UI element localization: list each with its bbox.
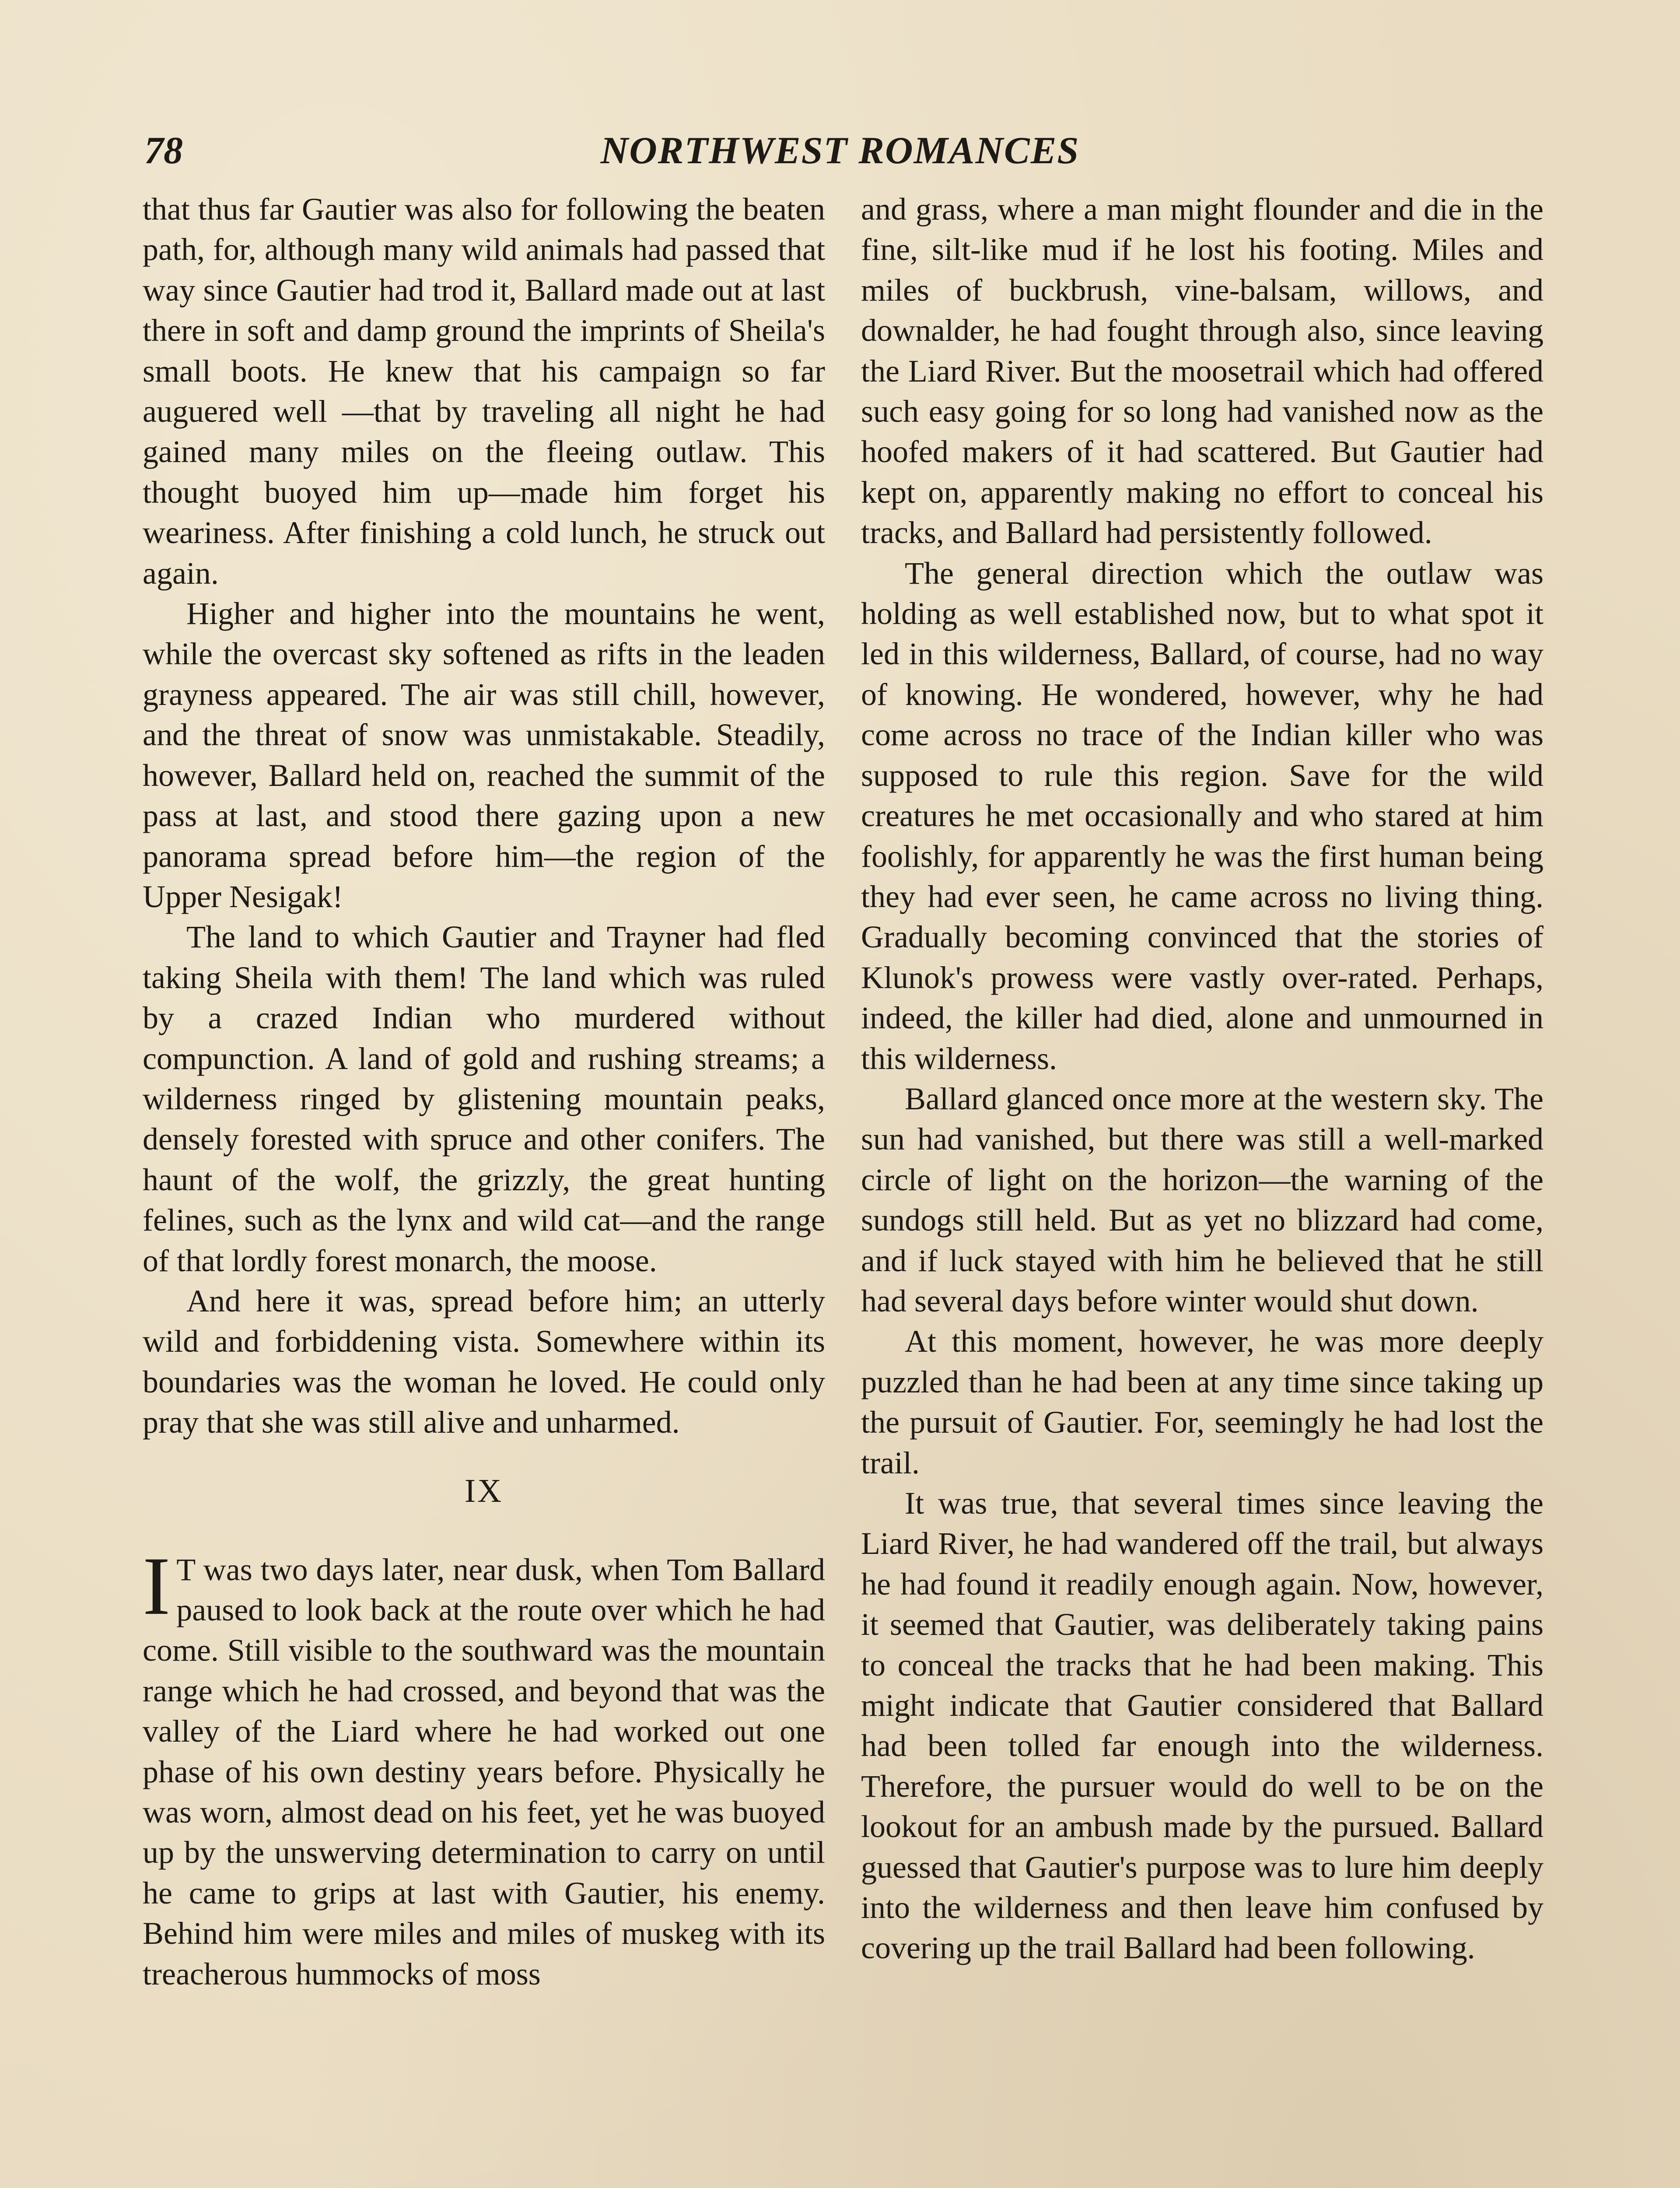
paragraph: The land to which Gautier and Trayner had fled taking Sheila with them! The land which was ruled by a crazed Indian who murdered without compunction. A land of gold and rushing streams; a wilderness ringed by glistening mountain peaks, densely forested with spruce and other conifers. The haunt of the wolf, the grizzly, the great hunting felines, such as the lynx and wild cat—and the range of that lordly forest monarch, the moose. xyxy=(143,919,825,1278)
paragraph: At this moment, however, he was more deeply puzzled than he had been at any time since taking up the pursuit of Gautier. For, seemingly he had lost the trail. xyxy=(861,1324,1544,1480)
paragraph: Higher and higher into the mountains he went, while the overcast sky softened as rifts in the leaden grayness appeared. The air was still chill, however, and the threat of snow was unmistakable. Steadily, however, Ballard held on, reached the summit of the pass at last, and stood there gazing upon a new panorama spread before him—the region of the Upper Nesigak! xyxy=(143,596,825,914)
right-column xyxy=(861,189,1544,1968)
paragraph: It was true, that several times since leaving the Liard River, he had wandered off the trail, but always he had found it readily enough again. Now, however, it seemed that Gautier, was deliberately taking pains to conceal the tracks that he had been making. This might indicate that Gautier considered that Ballard had been tolled far enough into the wilderness. Therefore, the pursuer would do well to be on the lookout for an ambush made by the pursued. Ballard guessed that Gautier's purpose was to lure him deeply into the wilderness and then leave him confused by covering up the trail Ballard had been following. xyxy=(861,1486,1544,1966)
paragraph: that thus far Gautier was also for following the beaten path, for, although many wild animals had passed that way since Gautier had trod it, Ballard made out at last there in soft and damp ground the imprints of Sheila's small boots. He knew that his campaign so far auguered well —that by traveling all night he had gained many miles on the fleeing outlaw. This thought buoyed him up—made him forget his weariness. After finishing a cold lunch, he struck out again. xyxy=(143,192,825,591)
paragraph: Ballard glanced once more at the western sky. The sun had vanished, but there was still a well-marked circle of light on the horizon—the warning of the sundogs still held. But as yet no blizzard had come, and if luck stayed with him he believed that he still had several days before winter would shut down. xyxy=(861,1081,1544,1318)
page-header xyxy=(144,127,1536,179)
section-heading: IX xyxy=(464,1472,504,1509)
section-opening-paragraph xyxy=(143,1540,825,1994)
paragraph: The general direction which the outlaw was holding as well established now, but to what spot it led in this wilderness, Ballard, of course, had no way of knowing. He wondered, however, why he had come across no trace of the Indian killer who was supposed to rule this region. Save for the wild creatures he met occasionally and who stared at him foolishly, for apparently he was the first human being they had ever seen, he came across no living thing. Gradually becoming convinced that the stories of Klunok's prowess were vastly over-rated. Perhaps, indeed, the killer had died, alone and unmourned in this wilderness. xyxy=(861,555,1544,1076)
page-number: 78 xyxy=(144,130,183,172)
left-column xyxy=(143,189,825,1994)
section-opening-text: T was two days later, near dusk, when Tom Ballard paused to look back at the route over which he had come. Still visible to the southward was the mountain range which he had crossed, and beyond that was the valley of the Liard where he had worked out one phase of his own destiny years before. Physically he was worn, almost dead on his feet, yet he was buoyed up by the unswerving determination to carry on until he came to grips at last with Gautier, his enemy. Behind him were miles and miles of muskeg with its treacherous hummocks of moss xyxy=(143,1552,825,1992)
paragraph: And here it was, spread before him; an utterly wild and forbiddening vista. Somewhere within its boundaries was the woman he loved. He could only pray that she was still alive and unharmed. xyxy=(143,1283,825,1440)
paragraph: and grass, where a man might flounder and die in the fine, silt-like mud if he lost his footing. Miles and miles of buckbrush, vine-balsam, willows, and downalder, he had fought through also, since leaving the Liard River. But the moosetrail which had offered such easy going for so long had vanished now as the hoofed makers of it had scattered. But Gautier had kept on, apparently making no effort to conceal his tracks, and Ballard had persistently followed. xyxy=(861,192,1544,551)
running-head: NORTHWEST ROMANCES xyxy=(600,130,1080,172)
drop-cap: I xyxy=(143,1540,171,1632)
